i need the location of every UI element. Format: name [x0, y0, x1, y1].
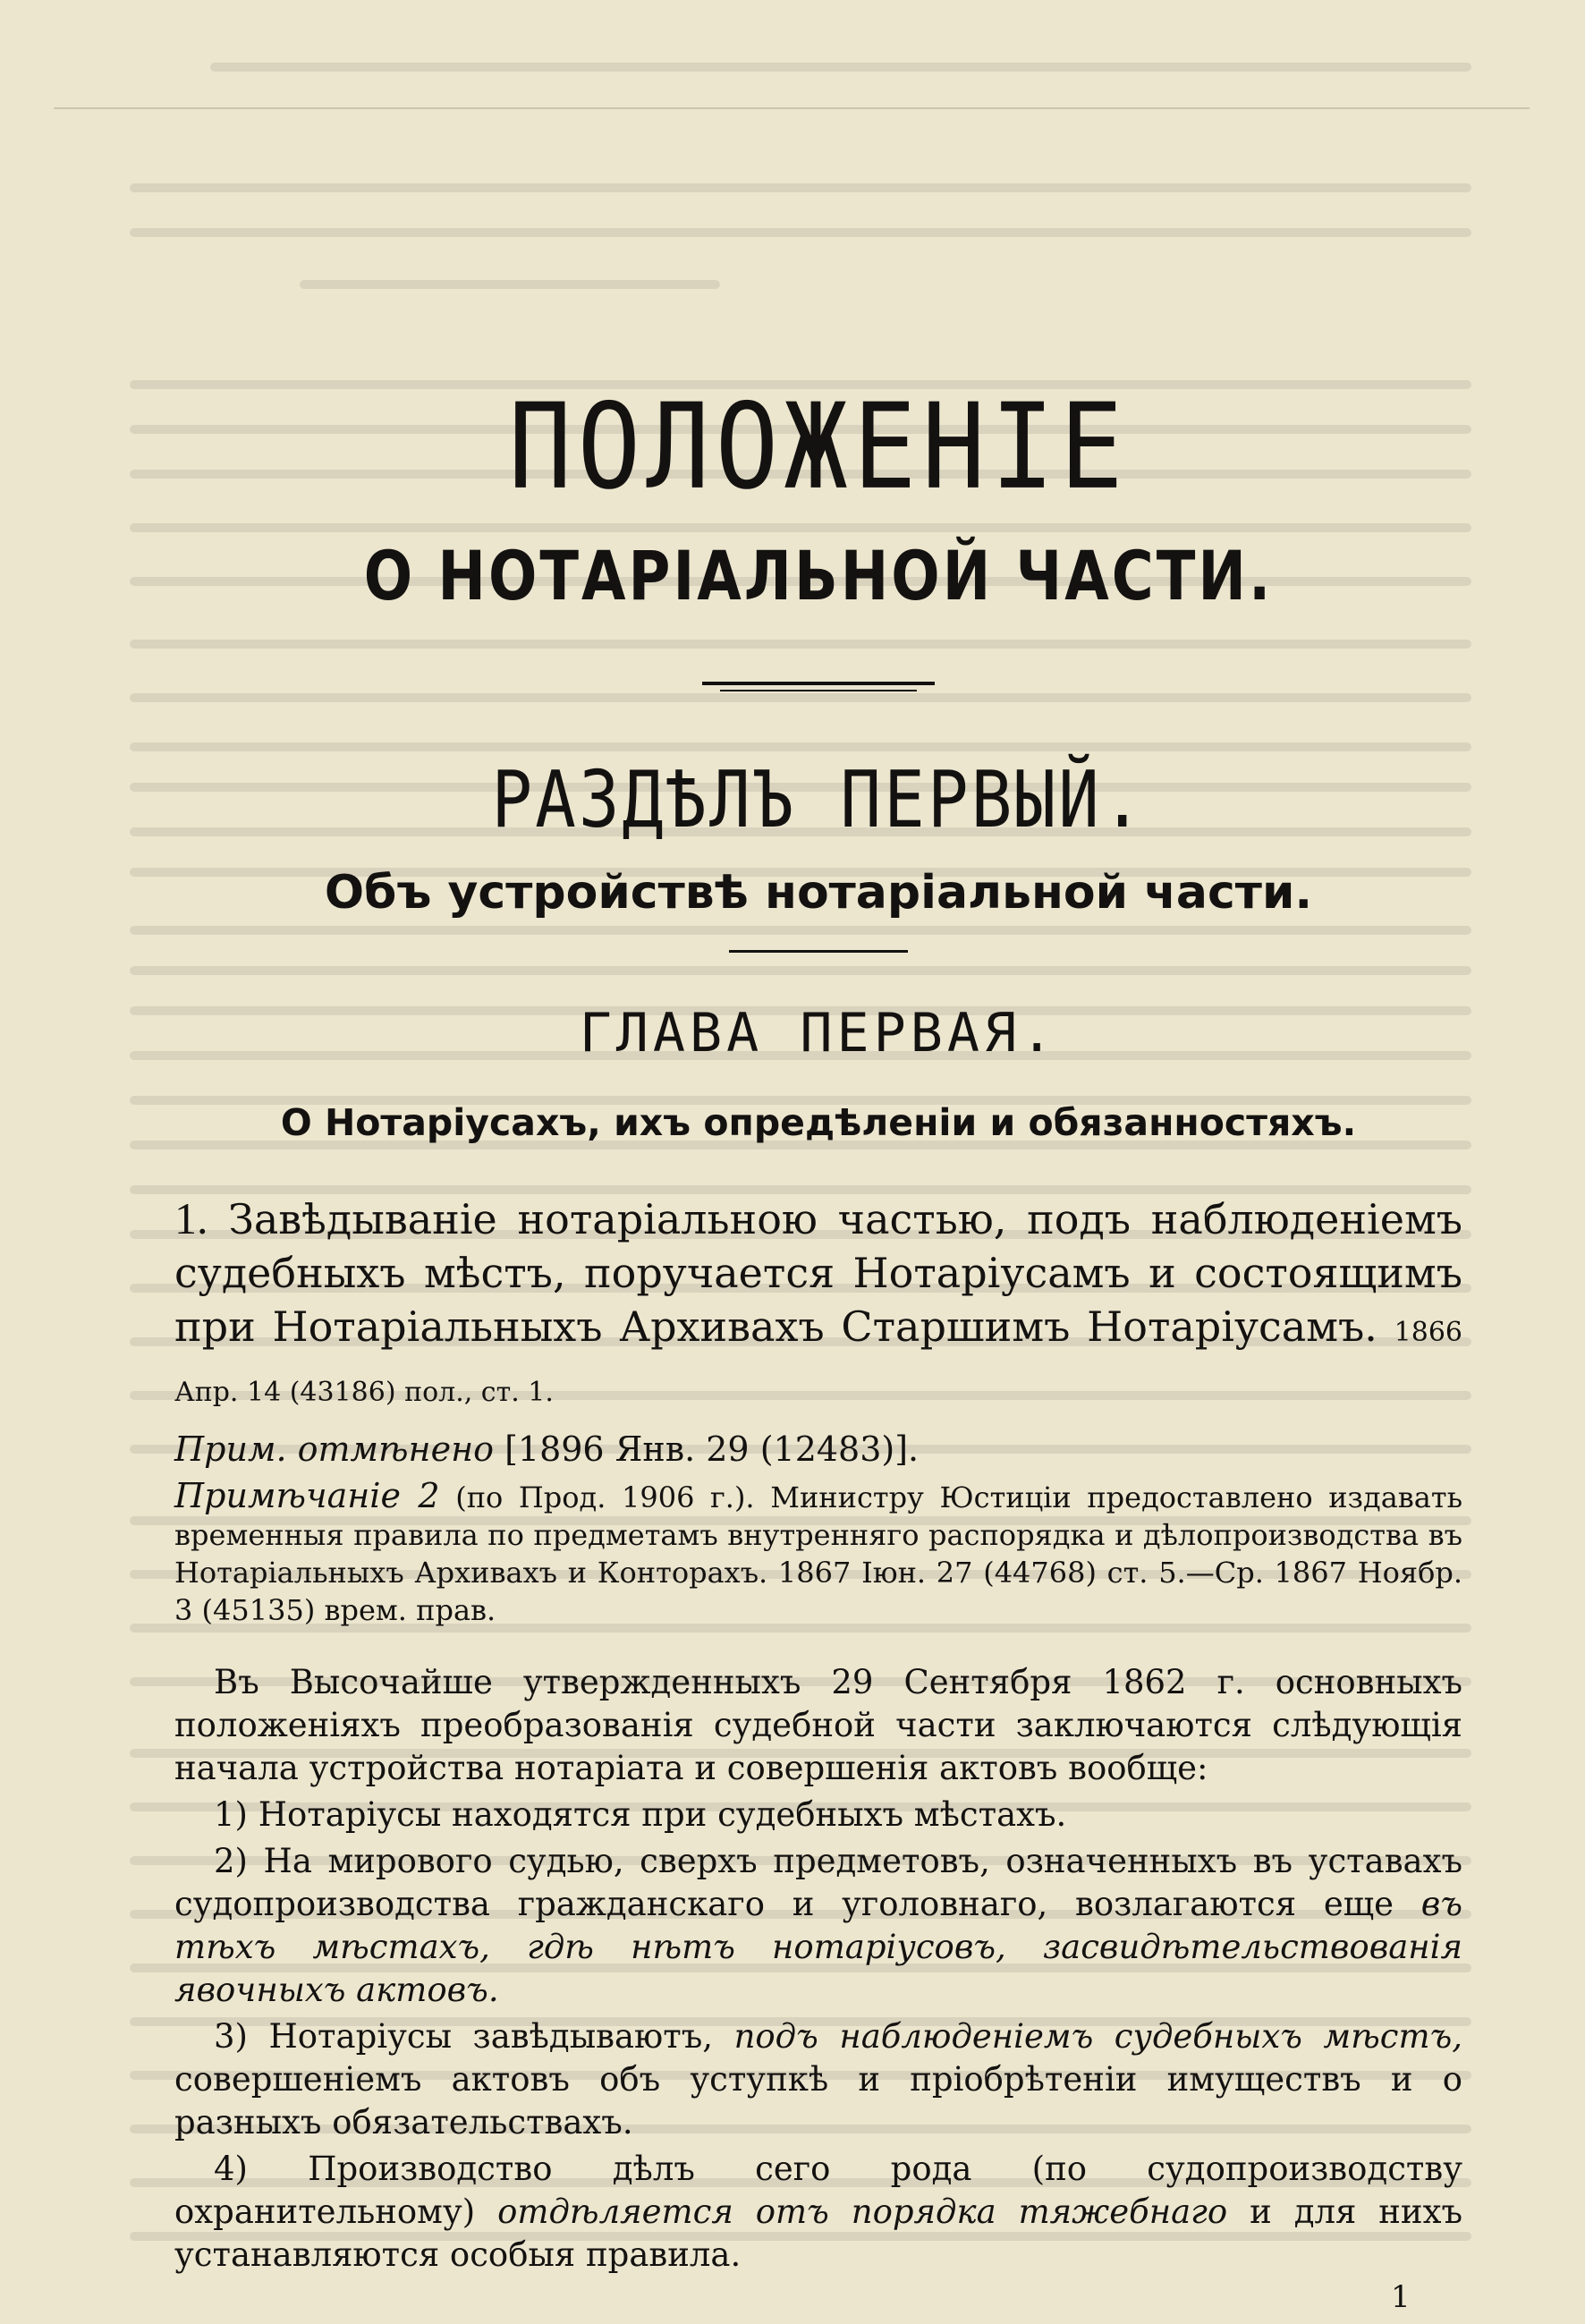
- section-subtitle: Объ устройствѣ нотаріальной части.: [324, 866, 1313, 920]
- page-number: 1: [1391, 2279, 1411, 2315]
- article-source: 1866 Апр. 14 (43186) пол., ст. 1.: [174, 1317, 1463, 1408]
- page-content: [174, 377, 1463, 2277]
- list-item-4-italic: отдѣляется отъ порядка тяжебнаго: [497, 2193, 1228, 2231]
- list-item-4-start: 4) Производство дѣлъ сего рода (по судопроизводству охранительному): [174, 2150, 1462, 2231]
- list-item-4: [174, 2148, 1462, 2277]
- list-item-2-text: 2) На мирового судью, сверхъ предметовъ, означенныхъ въ уставахъ судопроизводства гражданскаго и уголовнаго, возлагаются еще: [174, 1842, 1462, 1923]
- list-item-2-italic: въ тѣхъ мѣстахъ, гдѣ нѣтъ нотаріусовъ, засвидѣтельствованія явочныхъ актовъ.: [174, 1885, 1462, 2009]
- running-header-rule: [54, 107, 1530, 109]
- note-1: [174, 1425, 1462, 1473]
- ornamental-rule: [702, 682, 935, 694]
- note-2-text: (по Прод. 1906 г.). Министру Юстиціи предоставлено издавать временныя правила по предметамъ внутренняго распорядка и дѣлопроизводства въ Нотаріальныхъ Архивахъ и Конторахъ. 1867 Іюн. 27 (44768) ст. 5.—Ср. 1867 Ноябр. 3 (45135) врем. прав.: [174, 1480, 1462, 1627]
- note-2-label: Примѣчаніе 2: [174, 1476, 440, 1515]
- note-1-text: [1896 Янв. 29 (12483)].: [504, 1429, 920, 1469]
- note-2: [174, 1477, 1462, 1629]
- list-item-3-start: 3) Нотаріусы завѣдываютъ,: [214, 2017, 714, 2056]
- note-1-label: Прим. отмѣнено: [174, 1429, 494, 1469]
- list-item-4-end: и для нихъ устанавляются особыя правила.: [174, 2193, 1462, 2274]
- article-text: Завѣдываніе нотаріальною частью, подъ наблюденіемъ судебныхъ мѣстъ, поручается Нотаріусамъ и состоящимъ при Нотаріальныхъ Архивахъ Старшимъ Нотаріусамъ.: [174, 1195, 1462, 1351]
- article-1: [174, 1192, 1462, 1420]
- document-title: ПОЛОЖЕНІЕ: [508, 377, 1129, 516]
- chapter-subtitle: О Нотаріусахъ, ихъ опредѣленіи и обязанностяхъ.: [280, 1101, 1357, 1144]
- list-item-1: 1) Нотаріусы находятся при судебныхъ мѣстахъ.: [214, 1795, 1067, 1834]
- document-subtitle: О НОТАРІАЛЬНОЙ ЧАСТИ.: [363, 538, 1274, 616]
- chapter-title: ГЛАВА ПЕРВАЯ.: [579, 1002, 1058, 1064]
- article-number: 1.: [174, 1193, 208, 1243]
- list-item-3-end: совершеніемъ актовъ объ уступкѣ и пріобрѣтеніи имуществъ и о разныхъ обязательствахъ.: [174, 2060, 1462, 2142]
- divider-rule: [729, 950, 908, 953]
- list-item-3: [174, 2015, 1462, 2144]
- section-title: РАЗДѢЛЪ ПЕРВЫЙ.: [491, 753, 1146, 845]
- intro-paragraph: Въ Высочайше утвержденныхъ 29 Сентября 1862 г. основныхъ положеніяхъ преобразованія судебной части заключаются слѣдующія начала устройства нотаріата и совершенія актовъ вообще:: [174, 1663, 1462, 1787]
- list-item-3-italic: подъ наблюденіемъ судебныхъ мѣстъ,: [733, 2017, 1462, 2056]
- list-item-2: [174, 1840, 1462, 2012]
